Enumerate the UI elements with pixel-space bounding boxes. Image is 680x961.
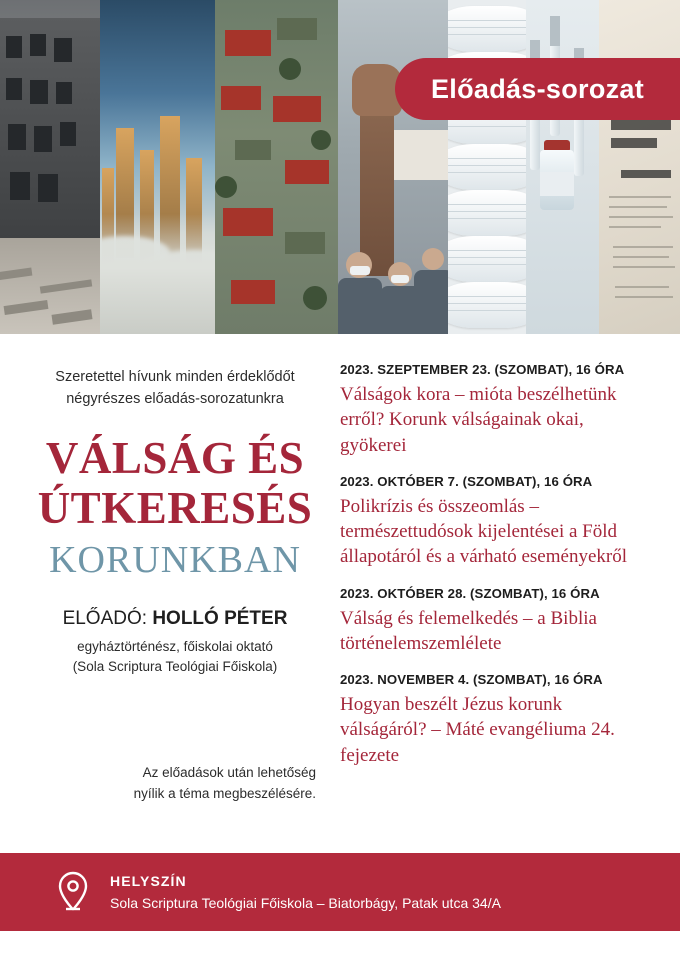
map-pin-icon <box>56 871 90 913</box>
list-item <box>340 362 646 458</box>
speaker-role <box>34 637 316 678</box>
note-line-1: Az előadások után lehetőség <box>142 765 316 781</box>
series-badge: Előadás-sorozat <box>395 58 680 120</box>
event-title: Polikrízis és összeomlás – természettudósok kijelentései a Föld állapotáról és a várható eseményekről <box>340 495 627 568</box>
footer-location-bar <box>0 853 680 931</box>
title-line-2: ÚTKERESÉS <box>37 483 313 534</box>
event-title: Válság és felemelkedés – a Biblia történelemszemlélete <box>340 607 597 654</box>
closing-note <box>34 763 316 805</box>
list-item <box>340 672 646 768</box>
footer-label: HELYSZÍN <box>110 873 187 889</box>
left-column <box>34 362 334 854</box>
note-line-2: nyílik a téma megbeszélésére. <box>133 786 316 802</box>
event-date: 2023. SZEPTEMBER 23. (SZOMBAT), 16 ÓRA <box>340 362 625 377</box>
footer-address: Sola Scriptura Teológiai Főiskola – Biatorbágy, Patak utca 34/A <box>110 895 501 911</box>
main-content <box>0 334 680 854</box>
footer-text-block <box>110 873 501 911</box>
photo-face-masks <box>448 0 526 334</box>
photo-vaccine-vial-syringes <box>526 0 599 334</box>
intro-text <box>34 366 316 411</box>
intro-line-2: négyrészes előadás-sorozatunkra <box>66 391 284 408</box>
list-item <box>340 474 646 570</box>
page-bottom-margin <box>0 931 680 961</box>
photo-city-skyline-clouds <box>100 0 215 334</box>
event-title: Válságok kora – mióta beszélhetünk erről? Korunk válságainak okai, gyökerei <box>340 384 617 456</box>
photo-war-ruins <box>0 0 100 334</box>
title-line-1: VÁLSÁG ÉS <box>45 432 305 483</box>
photo-strip <box>0 0 680 334</box>
speaker-name: HOLLÓ PÉTER <box>152 607 288 629</box>
event-list <box>334 362 646 854</box>
event-title: Hogyan beszélt Jézus korunk válságáról? – Máté evangéliuma 24. fejezete <box>340 694 615 766</box>
list-item <box>340 586 646 657</box>
photo-protest-raised-fist <box>338 0 448 334</box>
speaker-role-line-1: egyháztörténész, főiskolai oktató <box>77 638 273 654</box>
event-date: 2023. OKTÓBER 7. (SZOMBAT), 16 ÓRA <box>340 473 593 489</box>
speaker-role-line-2: (Sola Scriptura Teológiai Főiskola) <box>72 658 278 674</box>
event-date: 2023. NOVEMBER 4. (SZOMBAT), 16 ÓRA <box>340 672 603 688</box>
photo-newspaper <box>599 0 680 334</box>
event-date: 2023. OKTÓBER 28. (SZOMBAT), 16 ÓRA <box>340 585 600 601</box>
photo-flooded-town <box>215 0 338 334</box>
speaker-line <box>34 608 316 630</box>
intro-line-1: Szeretettel hívunk minden érdeklődőt <box>55 369 295 385</box>
page-title <box>34 433 316 534</box>
page-subtitle: KORUNKBAN <box>49 538 301 581</box>
speaker-prefix: ELŐADÓ: <box>62 607 153 629</box>
